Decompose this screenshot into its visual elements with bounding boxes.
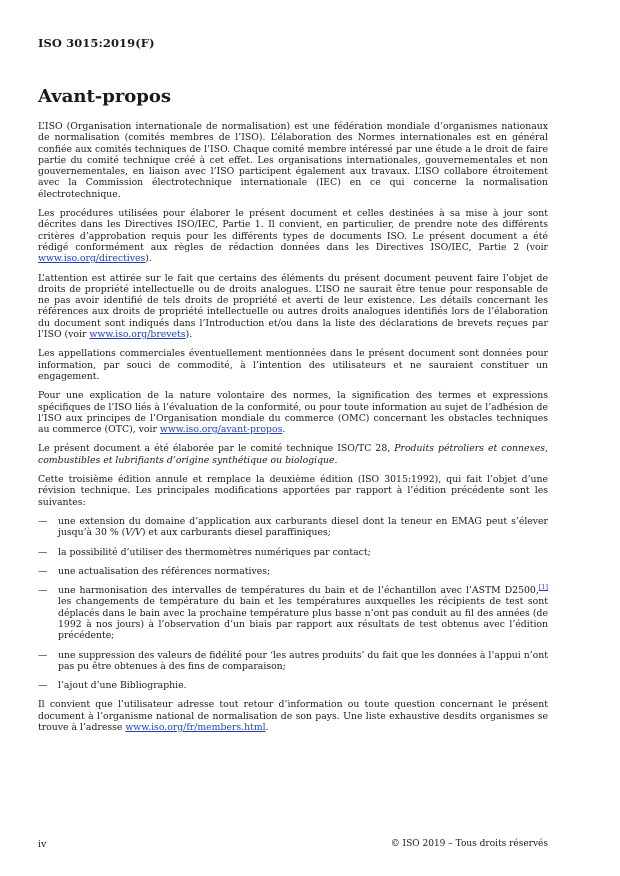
list-item-italic: V/V — [125, 527, 142, 539]
dash-bullet: — — [38, 515, 48, 527]
paragraph-text: Pour une explication de la nature volontaire des normes, la signification des termes et expressions spécifiques de l’ISO liés à l’évaluation de la conformité, ou pour toute information au sujet de l’adhésion de l’ISO aux principes de l’Organisation mondiale du commerce (OMC) concernant les obstacles techniques au commerce (OTC), voir — [38, 390, 548, 436]
list-item-text-end: les changements de température du bain et les températures auxquelles les récipients de test sont déplacés dans le bain avec la prochaine température plus basse n’ont pas conduit au fil des années (de 1992 à nos jours) à l’observation d’un biais par rapport aux résultats de test obtenus avec l’édition précédente; — [58, 596, 548, 642]
list-item — [38, 566, 548, 577]
paragraph-text-end: . — [265, 722, 269, 734]
paragraph-feedback — [38, 699, 548, 733]
document-id-header: ISO 3015:2019(F) — [38, 36, 155, 50]
list-item — [38, 650, 548, 673]
page-title: Avant-propos — [38, 86, 172, 107]
paragraph-procedures — [38, 208, 548, 264]
list-item-text-end: ) et aux carburants diesel paraffiniques; — [141, 527, 331, 539]
list-item-text: l’ajout d’une Bibliographie. — [58, 680, 187, 692]
paragraph-text-end: . — [282, 424, 286, 436]
dash-bullet: — — [38, 585, 48, 597]
avant-propos-link[interactable]: www.iso.org/avant-propos — [159, 424, 283, 436]
paragraph-text-end: . — [334, 454, 338, 466]
list-item — [38, 680, 548, 691]
paragraph-text: L’attention est attirée sur le fait que certains des éléments du présent document peuvent faire l’objet de droits de propriété intellectuelle ou de droits analogues. L’ISO ne saurait être tenue pour responsable de ne pas avoir identifié de tels droits de propriété et averti de leur existence. Les détails concernant les références aux droits de propriété intellectuelle ou autres droits analogues identifiés lors de l’élaboration du document sont indiqués dans l’Introduction et/ou dans la liste des déclarations de brevets reçues par l’ISO (voir — [38, 272, 548, 341]
dash-bullet: — — [38, 680, 48, 692]
foreword-body — [38, 121, 548, 741]
paragraph-text-end: ). — [185, 329, 193, 341]
paragraph-patents — [38, 273, 548, 341]
paragraph-text: Il convient que l’utilisateur adresse tout retour d’information ou toute question concernant le présent document à l’organisme national de normalisation de son pays. Une liste exhaustive desdits organismes se trouve à l’adresse — [38, 699, 548, 734]
list-item-text: une extension du domaine d’application aux carburants diesel dont la teneur en EMAG peut s’élever jusqu’à 30 % ( — [58, 515, 548, 539]
paragraph-text: Le présent document a été élaborée par le comité technique ISO/TC 28, — [38, 443, 395, 455]
brevets-link[interactable]: www.iso.org/brevets — [89, 329, 186, 341]
paragraph-trade-names: Les appellations commerciales éventuellement mentionnées dans le présent document sont données pour information, par souci de commodité, à l’intention des utilisateurs et ne sauraient constituer un engagement. — [38, 348, 548, 382]
list-item-text: la possibilité d’utiliser des thermomètres numériques par contact; — [58, 546, 371, 558]
list-item — [38, 547, 548, 558]
members-link[interactable]: www.iso.org/fr/members.html — [125, 722, 266, 734]
list-item — [38, 516, 548, 539]
dash-bullet: — — [38, 565, 48, 577]
dash-bullet: — — [38, 546, 48, 558]
bibliography-reference-link[interactable]: [1] — [538, 583, 548, 591]
paragraph-text-end: ). — [145, 253, 152, 265]
changes-list — [38, 516, 548, 692]
paragraph-text: Les procédures utilisées pour élaborer le présent document et celles destinées à sa mise à jour sont décrites dans les Directives ISO/IEC, Partie 1. Il convient, en particulier, de prendre note des différents critères d’approbation requis pour les différents types de documents ISO. Le présent document a été rédigé conformément aux règles de rédaction données dans les Directives ISO/IEC, Partie 2 (voir — [38, 208, 548, 253]
directives-link[interactable]: www.iso.org/directives — [38, 253, 146, 265]
paragraph-voluntary-nature — [38, 390, 548, 435]
copyright-notice: © ISO 2019 – Tous droits réservés — [390, 839, 548, 849]
dash-bullet: — — [38, 649, 48, 661]
page-number: iv — [38, 839, 47, 850]
paragraph-committee — [38, 443, 548, 466]
paragraph-iso-intro: L’ISO (Organisation internationale de normalisation) est une fédération mondiale d’organismes nationaux de normalisation (comités membres de l’ISO). L’élaboration des Normes internationales est en général confiée aux comités techniques de l’ISO. Chaque comité membre intéressé par une étude a le droit de faire partie du comité technique créé à cet effet. Les organisations internationales, gouvernementales et non gouvernementales, en liaison avec l’ISO participent également aux travaux. L’ISO collabore étroitement avec la Commission électrotechnique internationale (IEC) en ce qui concerne la normalisation électrotechnique. — [38, 121, 548, 200]
committee-title: Produits pétroliers et connexes, combustibles et lubrifiants d’origine synthétique ou biologique — [38, 443, 549, 466]
paragraph-edition: Cette troisième édition annule et remplace la deuxième édition (ISO 3015:1992), qui fait l’objet d’une révision technique. Les principales modifications apportées par rapport à l’édition précédente sont les suivantes: — [38, 474, 548, 508]
list-item-text: une harmonisation des intervalles de températures du bain et de l’échantillon avec l’ASTM D2500, — [58, 585, 539, 597]
list-item — [38, 585, 548, 641]
list-item-text: une actualisation des références normatives; — [58, 565, 271, 577]
list-item-text: une suppression des valeurs de fidélité pour ‘les autres produits’ du fait que les données à l’appui n’ont pas pu être obtenues à des fins de comparaison; — [58, 649, 548, 672]
